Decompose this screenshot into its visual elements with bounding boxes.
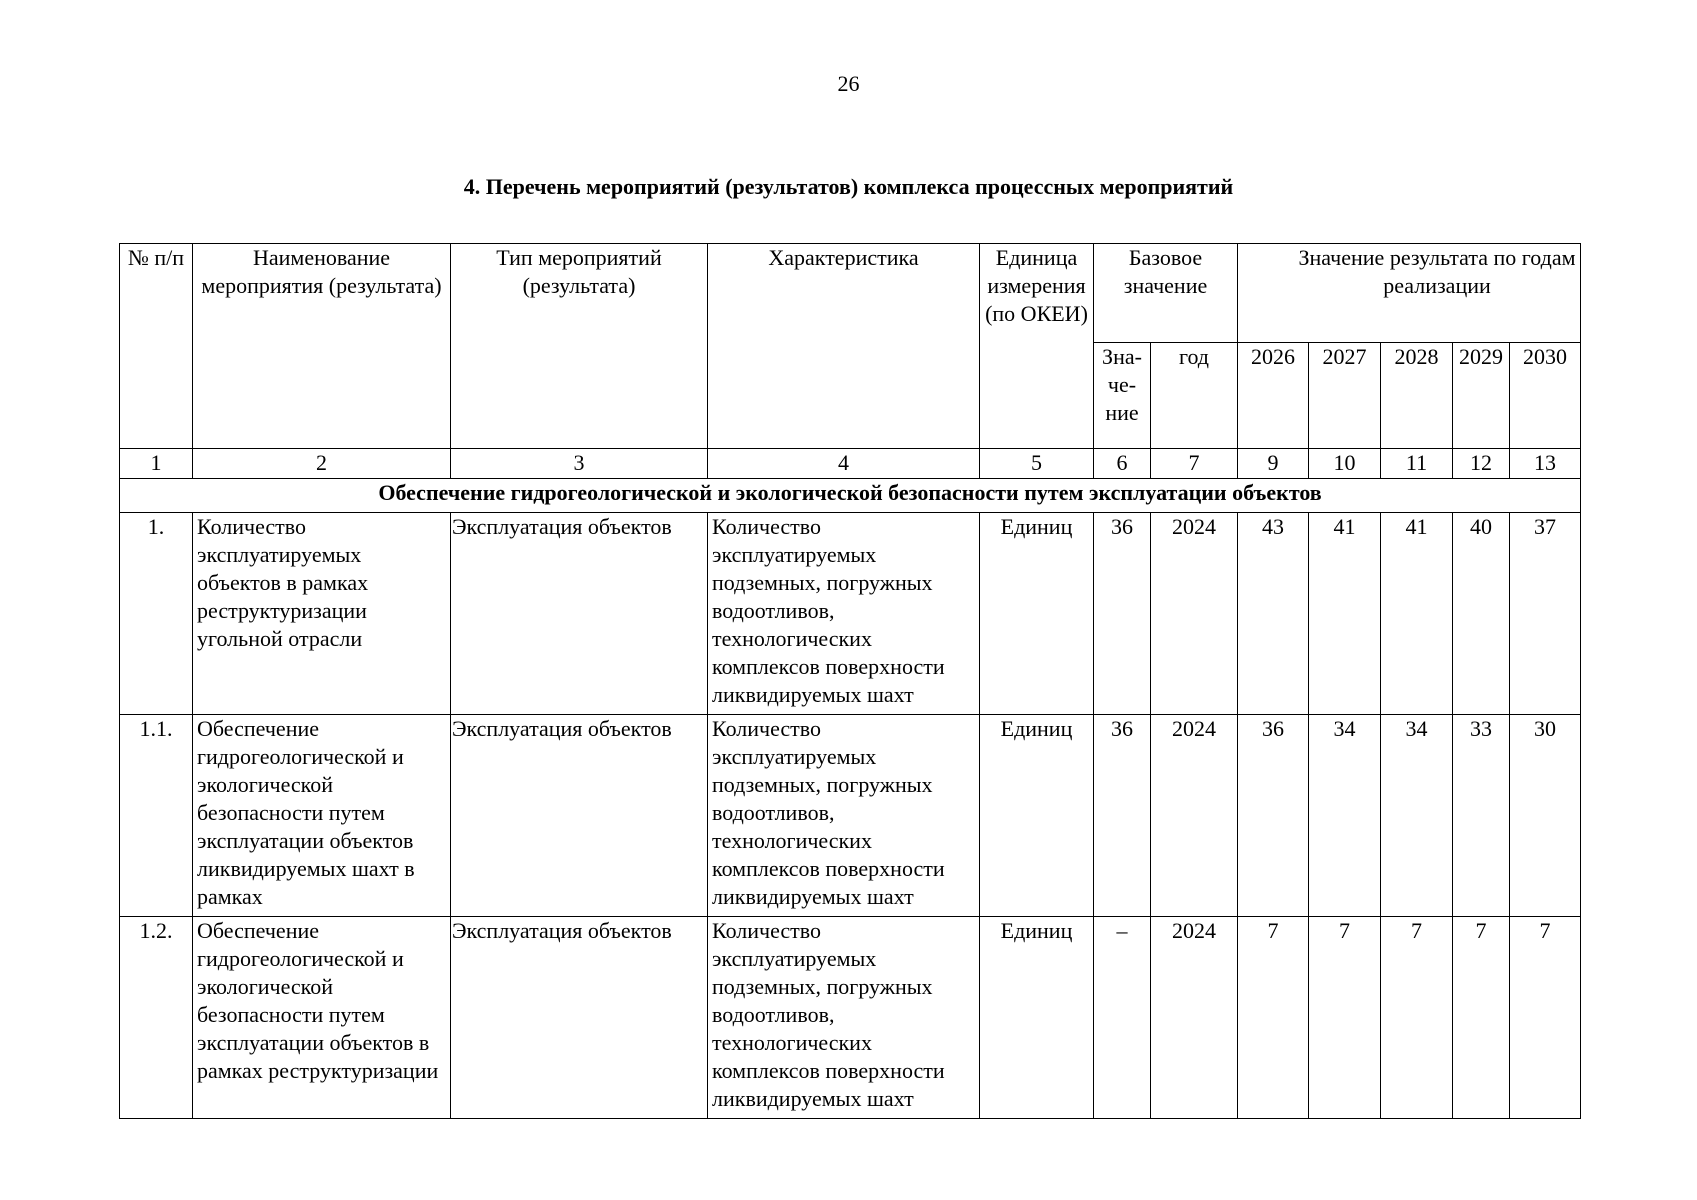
table-row [120, 513, 1581, 715]
group-row [120, 479, 1581, 513]
row-unit: Единиц [980, 513, 1094, 715]
column-number-row [120, 449, 1581, 479]
row-name: Обеспечение гидрогеологической и экологической безопасности путем эксплуатации объектов ликвидируемых шахт в рамках [193, 715, 451, 917]
row-base-value: 36 [1094, 513, 1151, 715]
row-value-2030: 30 [1510, 715, 1581, 917]
row-value-2027: 34 [1309, 715, 1381, 917]
row-no: 1. [120, 513, 193, 715]
header-col-type: Тип мероприятий (результата) [451, 244, 708, 449]
row-value-2029: 40 [1453, 513, 1510, 715]
group-title: Обеспечение гидрогеологической и экологической безопасности путем эксплуатации объектов [120, 479, 1581, 513]
row-value-2027: 41 [1309, 513, 1381, 715]
column-number: 6 [1094, 449, 1151, 479]
row-value-2028: 34 [1381, 715, 1453, 917]
column-number: 11 [1381, 449, 1453, 479]
column-number: 2 [193, 449, 451, 479]
header-year-2027: 2027 [1309, 343, 1381, 449]
table-row [120, 715, 1581, 917]
header-col-years: Значение результата по годам реализации [1238, 244, 1581, 343]
header-col-characteristic: Характеристика [708, 244, 980, 449]
row-value-2029: 33 [1453, 715, 1510, 917]
row-type: Эксплуатация объектов [451, 513, 708, 715]
column-number: 4 [708, 449, 980, 479]
row-characteristic: Количество эксплуатируемых подземных, погружных водоотливов, технологических комплексов поверхности ликвидируемых шахт [708, 513, 980, 715]
table-row [120, 917, 1581, 1119]
row-unit: Единиц [980, 917, 1094, 1119]
header-col-base: Базовое значение [1094, 244, 1238, 343]
header-row-top [120, 244, 1581, 343]
row-value-2027: 7 [1309, 917, 1381, 1119]
row-base-year: 2024 [1151, 917, 1238, 1119]
header-sub-value: Зна- че- ние [1094, 343, 1151, 449]
column-number: 12 [1453, 449, 1510, 479]
column-number: 13 [1510, 449, 1581, 479]
row-base-year: 2024 [1151, 715, 1238, 917]
column-number: 3 [451, 449, 708, 479]
row-no: 1.1. [120, 715, 193, 917]
row-characteristic: Количество эксплуатируемых подземных, погружных водоотливов, технологических комплексов поверхности ликвидируемых шахт [708, 715, 980, 917]
row-value-2028: 41 [1381, 513, 1453, 715]
row-name: Количество эксплуатируемых объектов в рамках реструктуризации угольной отрасли [193, 513, 451, 715]
section-title: 4. Перечень мероприятий (результатов) комплекса процессных мероприятий [463, 174, 1234, 199]
row-value-2026: 7 [1238, 917, 1309, 1119]
row-value-2028: 7 [1381, 917, 1453, 1119]
row-name: Обеспечение гидрогеологической и экологической безопасности путем эксплуатации объектов в рамках реструктуризации [193, 917, 451, 1119]
row-value-2026: 36 [1238, 715, 1309, 917]
header-year-2030: 2030 [1510, 343, 1581, 449]
header-col-unit: Единица измерения (по ОКЕИ) [980, 244, 1094, 449]
row-value-2030: 7 [1510, 917, 1581, 1119]
page-number: 26 [837, 71, 860, 96]
row-base-value: – [1094, 917, 1151, 1119]
row-characteristic: Количество эксплуатируемых подземных, погружных водоотливов, технологических комплексов поверхности ликвидируемых шахт [708, 917, 980, 1119]
column-number: 7 [1151, 449, 1238, 479]
header-col-name: Наименование мероприятия (результата) [193, 244, 451, 449]
row-type: Эксплуатация объектов [451, 917, 708, 1119]
row-no: 1.2. [120, 917, 193, 1119]
row-value-2029: 7 [1453, 917, 1510, 1119]
header-year-2026: 2026 [1238, 343, 1309, 449]
header-year-2028: 2028 [1381, 343, 1453, 449]
measures-table [119, 243, 1581, 1119]
row-type: Эксплуатация объектов [451, 715, 708, 917]
header-year-2029: 2029 [1453, 343, 1510, 449]
row-value-2030: 37 [1510, 513, 1581, 715]
row-base-year: 2024 [1151, 513, 1238, 715]
column-number: 10 [1309, 449, 1381, 479]
column-number: 9 [1238, 449, 1309, 479]
column-number: 5 [980, 449, 1094, 479]
header-sub-year: год [1151, 343, 1238, 449]
header-col-no: № п/п [120, 244, 193, 449]
row-value-2026: 43 [1238, 513, 1309, 715]
column-number: 1 [120, 449, 193, 479]
row-unit: Единиц [980, 715, 1094, 917]
row-base-value: 36 [1094, 715, 1151, 917]
